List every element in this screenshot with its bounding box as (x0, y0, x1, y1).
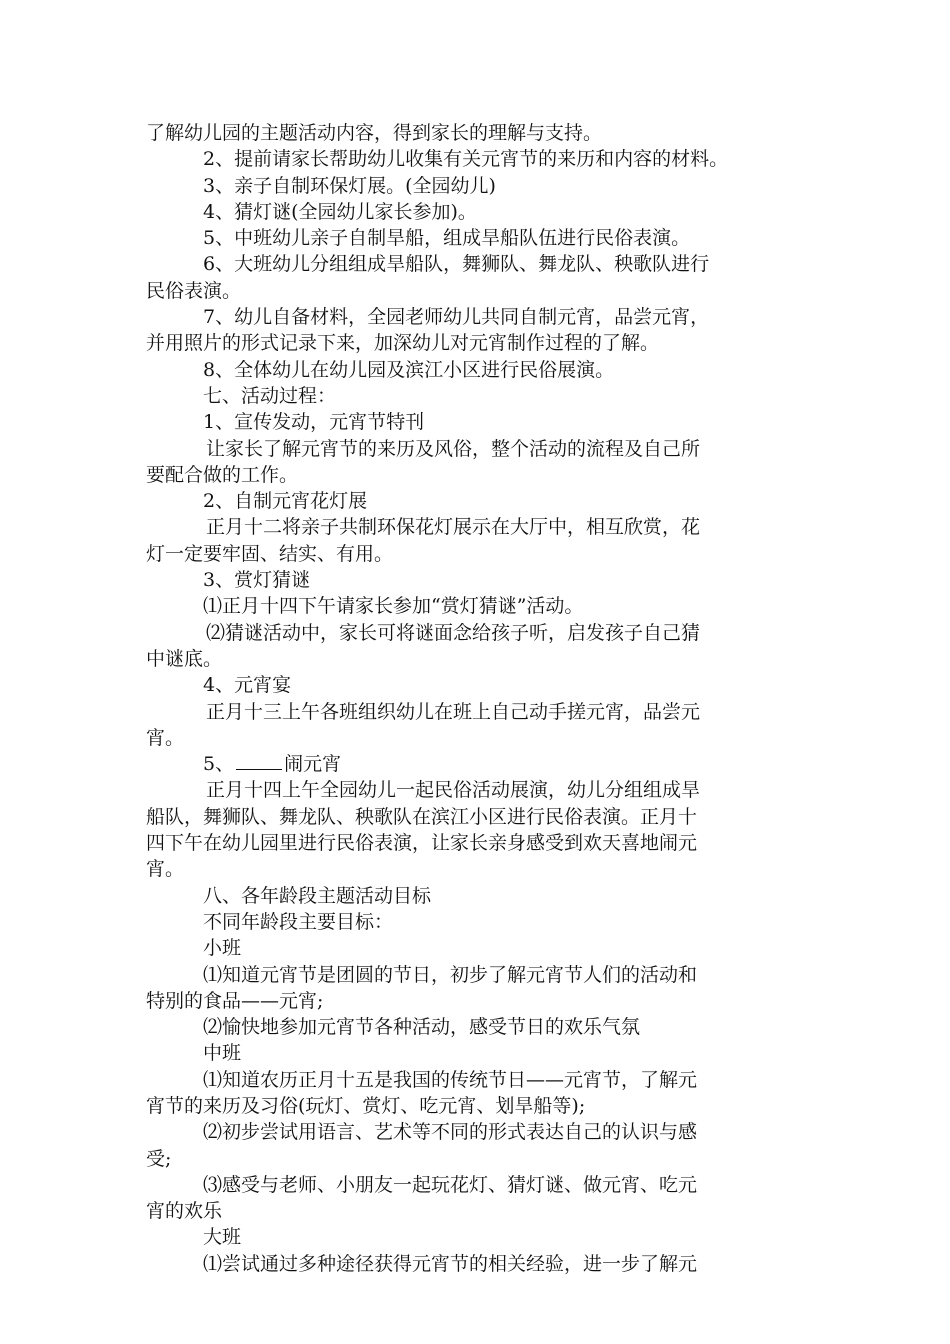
paragraph-line: ⑴正月十四下午请家长参加“赏灯猜谜”活动。 (203, 595, 584, 618)
subsection-heading-5 (146, 751, 808, 777)
list-item-2: 2、提前请家长帮助幼儿收集有关元宵节的来历和内容的材料。 (203, 148, 729, 171)
list-item-4: 4、猜灯谜(全园幼儿家长参加)。 (203, 200, 477, 223)
document-body (146, 120, 808, 1277)
section-heading-7: 七、活动过程： (203, 384, 337, 407)
text-line: 宵节的来历及习俗(玩灯、赏灯、吃元宵、划旱船等); (146, 1094, 586, 1117)
text-line: 船队，舞狮队、舞龙队、秧歌队在滨江小区进行民俗表演。正月十 (146, 805, 698, 828)
paragraph-line: 正月十三上午各班组织幼儿在班上自己动手搓元宵，品尝元 (206, 700, 701, 723)
group-heading-small-class: 小班 (203, 937, 242, 960)
paragraph-line: 正月十二将亲子共制环保花灯展示在大厅中，相互欣赏，花 (206, 516, 701, 539)
text-line: 民俗表演。 (146, 279, 242, 302)
list-item-8: 8、全体幼儿在幼儿园及滨江小区进行民俗展演。 (203, 358, 615, 381)
subsection-heading-3: 3、赏灯猜谜 (203, 569, 311, 592)
paragraph-line: ⑵猜谜活动中，家长可将谜面念给孩子听，启发孩子自己猜 (206, 621, 701, 644)
paragraph-line: 不同年龄段主要目标： (203, 910, 394, 933)
goal-item: ⑵愉快地参加元宵节各种活动，感受节日的欢乐气氛 (203, 1016, 641, 1039)
heading-number: 5、 (203, 753, 235, 776)
heading-text: 闹元宵 (284, 753, 342, 776)
goal-item: ⑴知道农历正月十五是我国的传统节日——元宵节，了解元 (203, 1068, 698, 1091)
list-item-7: 7、幼儿自备材料，全园老师幼儿共同自制元宵，品尝元宵， (203, 306, 710, 329)
paragraph-line: 让家长了解元宵节的来历及风俗，整个活动的流程及自己所 (206, 437, 701, 460)
text-line: 宵。 (146, 858, 185, 881)
group-heading-middle-class: 中班 (203, 1042, 242, 1065)
subsection-heading-1: 1、宣传发动，元宵节特刊 (203, 411, 425, 434)
blank-underline (236, 752, 282, 770)
text-line: 宵。 (146, 726, 185, 749)
text-line: 特别的食品——元宵; (146, 989, 324, 1012)
goal-item: ⑵初步尝试用语言、艺术等不同的形式表达自己的认识与感 (203, 1121, 698, 1144)
text-line: 了解幼儿园的主题活动内容，得到家长的理解与支持。 (146, 122, 603, 144)
text-line: 受; (146, 1147, 172, 1170)
goal-item: ⑶感受与老师、小朋友一起玩花灯、猜灯谜、做元宵、吃元 (203, 1173, 698, 1196)
subsection-heading-4: 4、元宵宴 (203, 674, 292, 697)
text-line: 中谜底。 (146, 647, 223, 670)
paragraph-line: 正月十四上午全园幼儿一起民俗活动展演，幼儿分组组成旱 (206, 779, 701, 802)
text-line: 并用照片的形式记录下来，加深幼儿对元宵制作过程的了解。 (146, 332, 660, 355)
text-line: 宵的欢乐 (146, 1200, 223, 1223)
text-line: 灯一定要牢固、结实、有用。 (146, 542, 394, 565)
group-heading-large-class: 大班 (203, 1226, 242, 1249)
text-line: 要配合做的工作。 (146, 463, 299, 486)
goal-item: ⑴知道元宵节是团圆的节日，初步了解元宵节人们的活动和 (203, 963, 698, 986)
text-line: 四下午在幼儿园里进行民俗表演，让家长亲身感受到欢天喜地闹元 (146, 832, 698, 855)
list-item-3: 3、亲子自制环保灯展。(全园幼儿) (203, 174, 496, 197)
section-heading-8: 八、各年龄段主题活动目标 (203, 884, 432, 907)
goal-item: ⑴尝试通过多种途径获得元宵节的相关经验，进一步了解元 (203, 1252, 698, 1275)
list-item-6: 6、大班幼儿分组组成旱船队，舞狮队、舞龙队、秧歌队进行 (203, 253, 710, 276)
list-item-5: 5、中班幼儿亲子自制旱船，组成旱船队伍进行民俗表演。 (203, 227, 691, 250)
subsection-heading-2: 2、自制元宵花灯展 (203, 490, 368, 513)
